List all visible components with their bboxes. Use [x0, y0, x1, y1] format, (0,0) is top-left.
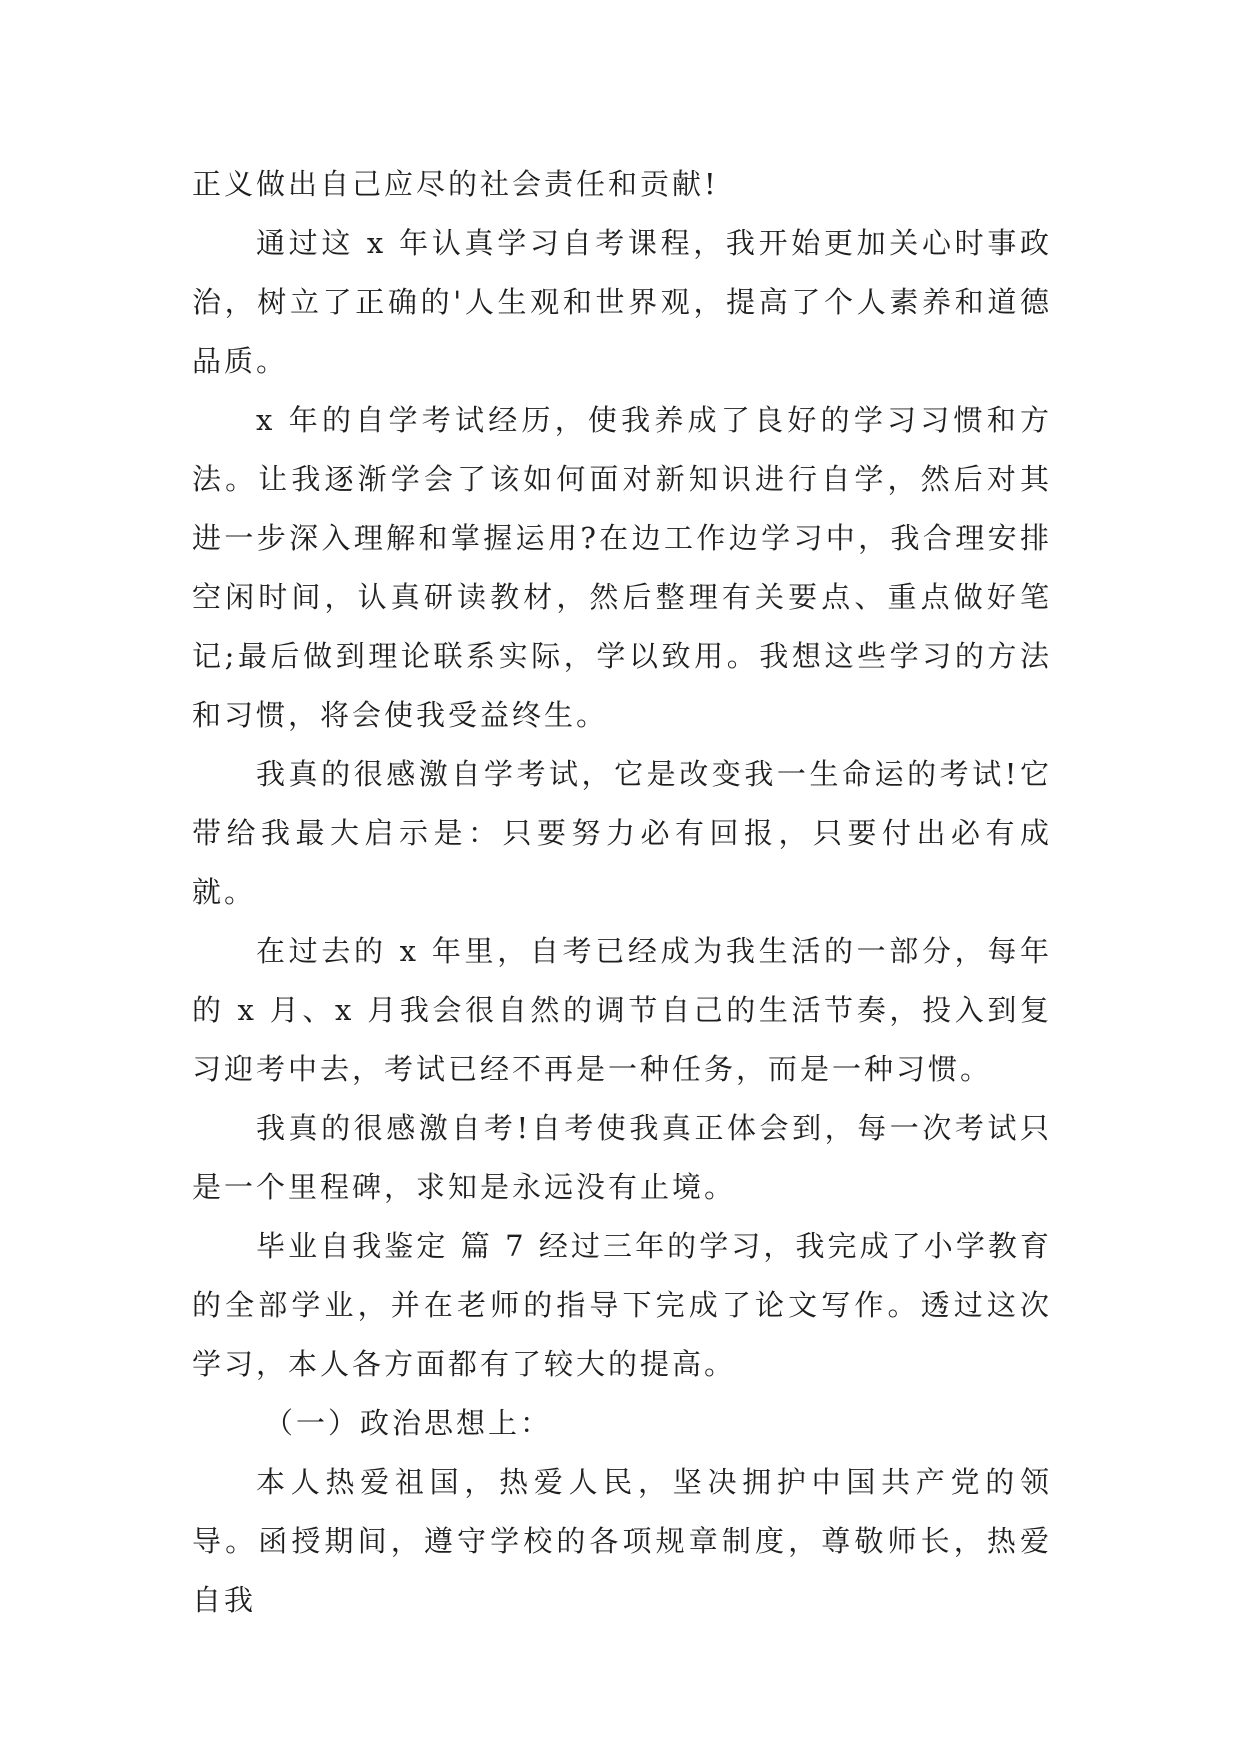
body-text	[192, 155, 1052, 1630]
paragraph-6: 我真的很感激自考!自考使我真正体会到，每一次考试只是一个里程碑，求知是永远没有止境。	[192, 1111, 1052, 1204]
paragraph-2: 通过这 x 年认真学习自考课程，我开始更加关心时事政治，树立了正确的'人生观和世界观，提高了个人素养和道德品质。	[192, 226, 1052, 378]
paragraph-1: 正义做出自己应尽的社会责任和贡献!	[192, 167, 719, 201]
paragraph-5: 在过去的 x 年里，自考已经成为我生活的一部分，每年的 x 月、x 月我会很自然的调节自己的生活节奏，投入到复习迎考中去，考试已经不再是一种任务，而是一种习惯。	[192, 934, 1052, 1086]
paragraph-4: 我真的很感激自学考试，它是改变我一生命运的考试!它带给我最大启示是：只要努力必有回报，只要付出必有成就。	[192, 757, 1052, 909]
final-paragraph: 本人热爱祖国，热爱人民，坚决拥护中国共产党的领导。函授期间，遵守学校的各项规章制度，尊敬师长，热爱自我	[192, 1465, 1052, 1617]
subheading: （一）政治思想上：	[264, 1406, 553, 1440]
paragraph-3: x 年的自学考试经历，使我养成了良好的学习习惯和方法。让我逐渐学会了该如何面对新知识进行自学，然后对其进一步深入理解和掌握运用?在边工作边学习中，我合理安排空闲时间，认真研读教材，然后整理有关要点、重点做好笔记;最后做到理论联系实际，学以致用。我想这些学习的方法和习惯，将会使我受益终生。	[192, 403, 1052, 732]
section-heading: 毕业自我鉴定 篇 7	[256, 1229, 527, 1263]
section-lead: 经过三年的学习，我完成了小学教育的全部学业，并在老师的指导下完成了论文写作。透过这次学习，本人各方面都有了较大的提高。	[192, 1229, 1052, 1381]
heading-gap	[527, 1229, 539, 1263]
section-paragraph	[192, 1217, 1052, 1394]
